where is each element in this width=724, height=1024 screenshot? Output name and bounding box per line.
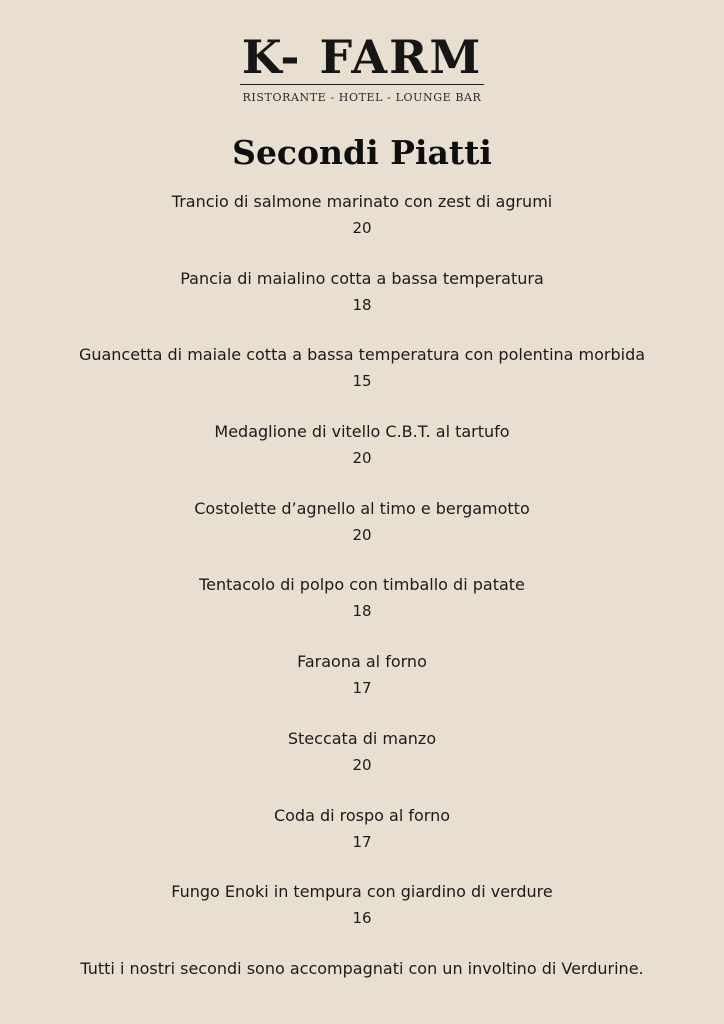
dish-name: Pancia di maialino cotta a bassa temperatura bbox=[180, 268, 544, 288]
brand-tagline: RISTORANTE - HOTEL - LOUNGE BAR bbox=[242, 91, 482, 104]
dish-item bbox=[0, 879, 724, 956]
dish-name: Guancetta di maiale cotta a bassa temperatura con polentina morbida bbox=[78, 345, 646, 365]
logo bbox=[0, 30, 724, 104]
dish-item bbox=[0, 803, 724, 880]
dish-price: 15 bbox=[352, 372, 372, 391]
dish-item bbox=[0, 726, 724, 803]
dish-price: 16 bbox=[352, 909, 372, 928]
dish-price: 20 bbox=[352, 219, 372, 237]
dish-item bbox=[0, 189, 724, 266]
dish-name: Tentacolo di polpo con timballo di patate bbox=[199, 575, 525, 595]
dish-item bbox=[0, 342, 724, 419]
dish-name: Fungo Enoki in tempura con giardino di verdure bbox=[171, 882, 553, 902]
dish-item bbox=[0, 572, 724, 649]
dish-name: Trancio di salmone marinato con zest di agrumi bbox=[171, 192, 553, 211]
dish-price: 17 bbox=[352, 832, 372, 851]
dish-name: Coda di rospo al forno bbox=[273, 805, 451, 825]
dish-price: 18 bbox=[352, 602, 372, 621]
dish-price: 18 bbox=[352, 295, 372, 314]
footer-note: Tutti i nostri secondi sono accompagnati con un involtino di Verdurine. bbox=[80, 959, 644, 978]
dish-name: Steccata di manzo bbox=[287, 728, 437, 748]
section-title: Secondi Piatti bbox=[232, 133, 492, 172]
dish-price: 20 bbox=[352, 525, 372, 544]
brand-name: K- FARM bbox=[241, 30, 483, 84]
dish-item bbox=[0, 649, 724, 726]
dish-name: Costolette d’agnello al timo e bergamotto bbox=[194, 498, 530, 518]
dish-name: Medaglione di vitello C.B.T. al tartufo bbox=[214, 422, 510, 442]
dish-item bbox=[0, 419, 724, 496]
logo-divider bbox=[240, 84, 484, 85]
dish-list bbox=[0, 189, 724, 956]
dish-price: 17 bbox=[352, 679, 372, 698]
dish-price: 20 bbox=[352, 449, 372, 468]
dish-name: Faraona al forno bbox=[297, 652, 427, 672]
dish-price: 20 bbox=[352, 755, 372, 774]
dish-item bbox=[0, 266, 724, 343]
dish-item bbox=[0, 496, 724, 573]
